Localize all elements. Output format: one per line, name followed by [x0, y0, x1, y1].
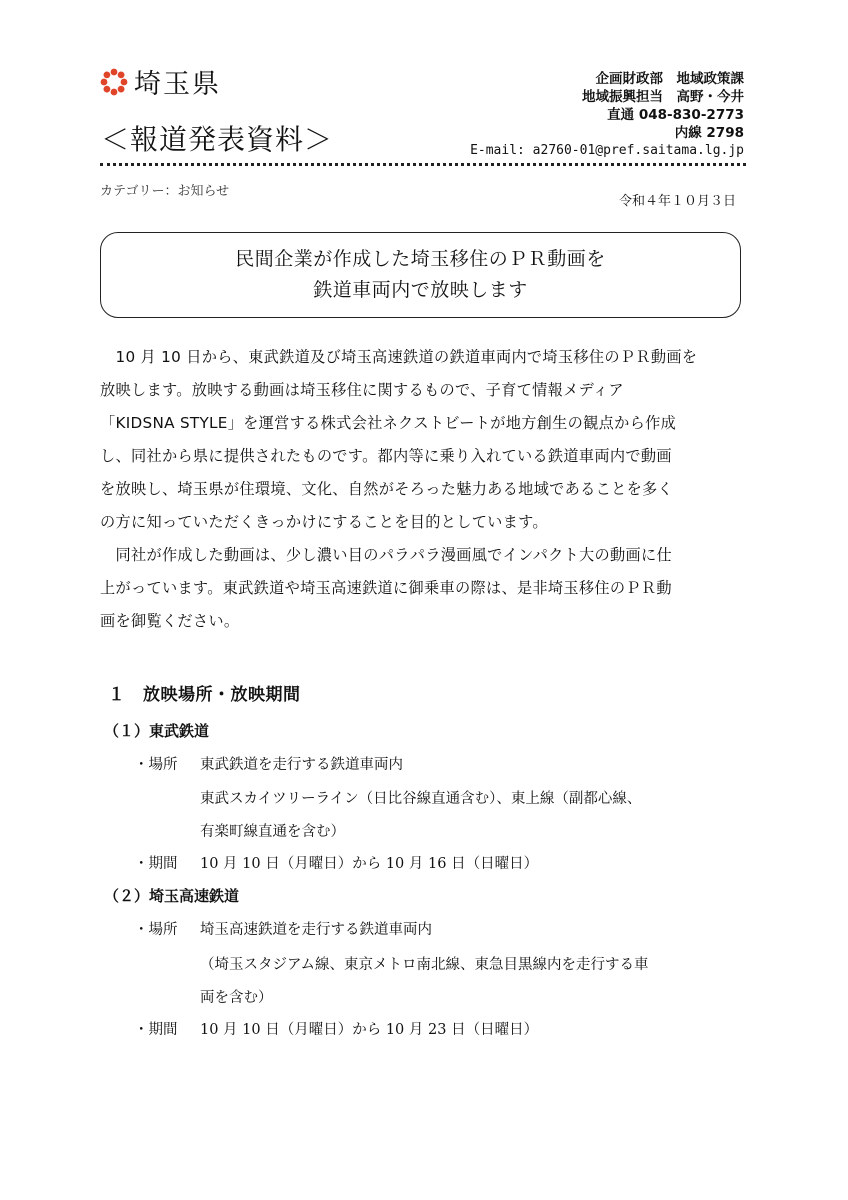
body-line: 放映します。放映する動画は埼玉移住に関するもので、子育て情報メディア: [100, 381, 624, 399]
org-name: 埼玉県: [134, 69, 221, 100]
title-line-2: 鉄道車両内で放映します: [313, 279, 528, 301]
place-label: ・場所: [134, 922, 178, 938]
saitama-period-row: [134, 1018, 538, 1039]
saitama-place-detail: [200, 953, 648, 974]
place-detail-line: 東武スカイツリーライン（日比谷線直通含む）、東上線（副都心線、: [200, 791, 642, 807]
place-label: ・場所: [134, 757, 178, 773]
contact-direct: 直通 048-830-2773: [607, 107, 744, 123]
place-detail-line: （埼玉スタジアム線、東京メトロ南北線、東急目黒線内を走行する車: [200, 957, 649, 973]
contact-email[interactable]: E-mail: a2760-01@pref.saitama.lg.jp: [470, 143, 744, 158]
place-detail-line: 両を含む）: [200, 990, 273, 1006]
period-text: 10 月 10 日（月曜日）から 10 月 16 日（日曜日）: [200, 856, 539, 872]
subsection-heading-tobu: （１）東武鉄道: [104, 722, 210, 740]
body-line: を放映し、埼玉県が住環境、文化、自然がそろった魅力ある地域であることを多く: [100, 480, 674, 498]
category-label: カテゴリー：お知らせ: [100, 184, 230, 199]
title-line-1: 民間企業が作成した埼玉移住のＰＲ動画を: [235, 248, 606, 270]
place-text: 東武鉄道を走行する鉄道車両内: [200, 757, 403, 773]
contact-person: 地域振興担当 高野・今井: [582, 89, 744, 105]
contact-extension: 内線 2798: [674, 125, 744, 141]
section-heading: １ 放映場所・放映期間: [108, 685, 301, 705]
prefecture-logo: [100, 62, 221, 101]
title-box: [100, 232, 741, 318]
tobu-period-row: [134, 852, 538, 873]
saitama-emblem-icon: [100, 68, 128, 96]
tobu-place-detail: [200, 787, 641, 808]
body-line: 10 月 10 日から、東武鉄道及び埼玉高速鉄道の鉄道車両内で埼玉移住のＰＲ動画を: [100, 348, 698, 366]
subsection-heading-saitama-railway: （２）埼玉高速鉄道: [104, 887, 240, 905]
place-detail-line: 有楽町線直通を含む）: [200, 824, 345, 840]
saitama-place-detail: [200, 986, 273, 1007]
period-label: ・期間: [134, 1022, 178, 1038]
release-date: 令和４年１０月３日: [618, 194, 736, 209]
saitama-place-row: [134, 918, 432, 939]
tobu-place-detail: [200, 820, 345, 841]
header-divider: [100, 163, 746, 166]
body-text: [100, 341, 750, 638]
body-line: し、同社から県に提供されたものです。都内等に乗り入れている鉄道車両内で動画: [100, 447, 672, 465]
period-text: 10 月 10 日（月曜日）から 10 月 23 日（日曜日）: [200, 1022, 539, 1038]
contact-info: [470, 70, 744, 160]
release-title: ＜報道発表資料＞: [101, 123, 334, 156]
contact-department: 企画財政部 地域政策課: [595, 71, 744, 87]
body-line: 上がっています。東武鉄道や埼玉高速鉄道に御乗車の際は、是非埼玉移住のＰＲ動: [100, 579, 672, 597]
tobu-place-row: [134, 753, 403, 774]
period-label: ・期間: [134, 856, 178, 872]
body-line: 「KIDSNA STYLE」を運営する株式会社ネクストビートが地方創生の観点から作成: [100, 414, 677, 432]
body-line: 画を御覧ください。: [100, 612, 240, 630]
body-line: の方に知っていただくきっかけにすることを目的としています。: [100, 513, 548, 531]
body-line: 同社が作成した動画は、少し濃い目のパラパラ漫画風でインパクト大の動画に仕: [100, 546, 672, 564]
place-text: 埼玉高速鉄道を走行する鉄道車両内: [200, 922, 432, 938]
